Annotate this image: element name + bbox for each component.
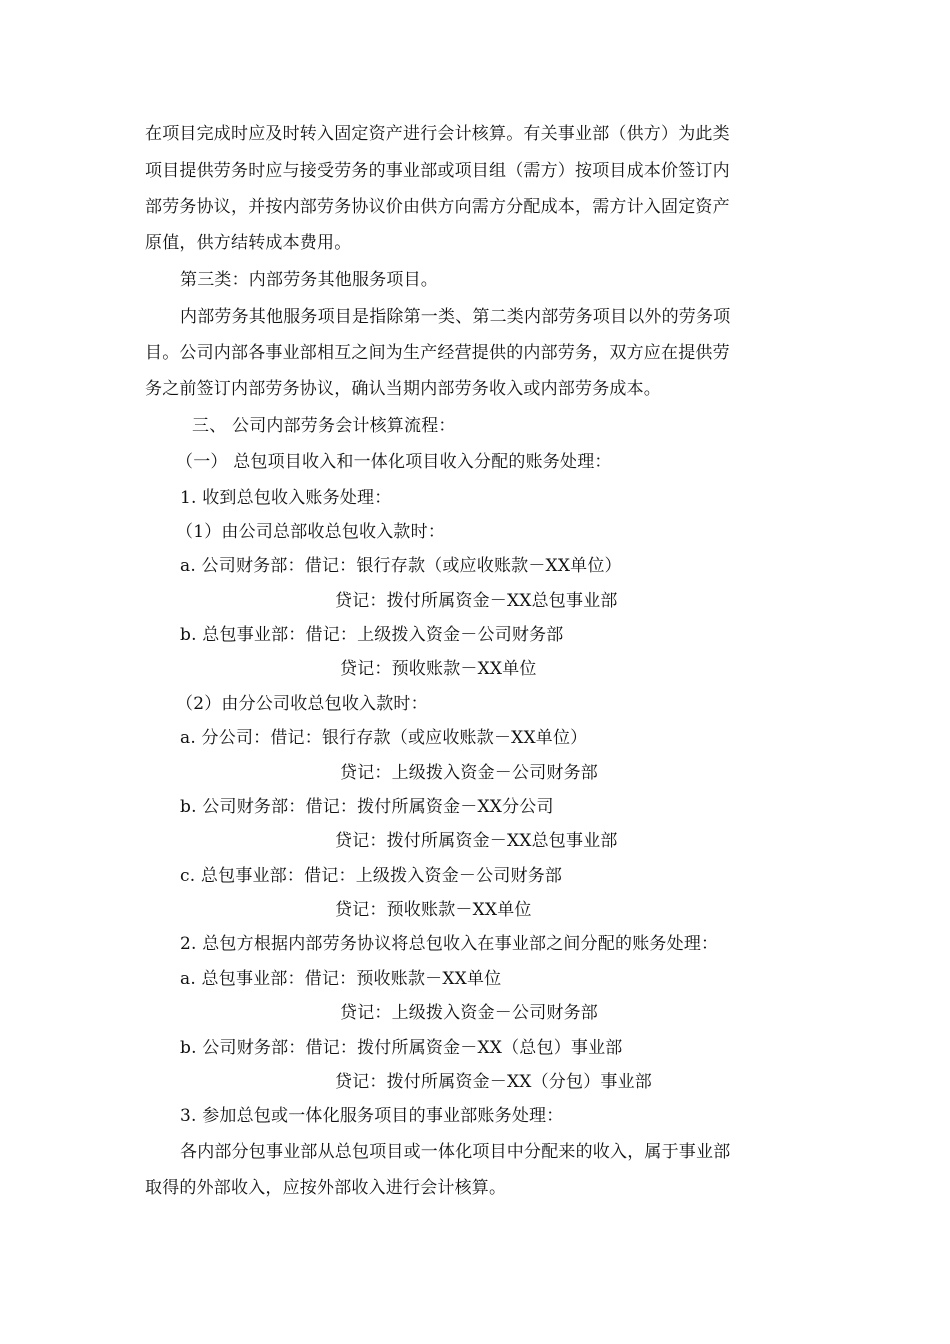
case-2-c-credit: 贷记：预收账款－XX单位 [335,900,532,920]
case-2-a-credit: 贷记：上级拨入资金－公司财务部 [340,763,598,783]
paragraph-1-line-2: 项目提供劳务时应与接受劳务的事业部或项目组（需方）按项目成本价签订内 [145,161,730,181]
paragraph-2-line-1: 内部劳务其他服务项目是指除第一类、第二类内部劳务项目以外的劳务项 [180,307,731,327]
case-2-b-debit: b. 公司财务部：借记：拨付所属资金－XX分公司 [180,797,554,817]
item-2-b-credit: 贷记：拨付所属资金－XX（分包）事业部 [335,1072,653,1092]
case-1-heading: （1）由公司总部收总包收入款时： [176,522,446,542]
case-2-a-debit: a. 分公司：借记：银行存款（或应收账款－XX单位） [180,728,588,748]
case-1-b-credit: 贷记：预收账款－XX单位 [340,659,537,679]
item-2-a-debit: a. 总包事业部：借记：预收账款－XX单位 [180,969,502,989]
paragraph-2-line-3: 务之前签订内部劳务协议，确认当期内部劳务收入或内部劳务成本。 [145,379,661,399]
case-2-heading: （2）由分公司收总包收入款时： [176,694,428,714]
case-1-b-debit: b. 总包事业部：借记：上级拨入资金－公司财务部 [180,625,564,645]
paragraph-1-line-1: 在项目完成时应及时转入固定资产进行会计核算。有关事业部（供方）为此类 [145,124,730,144]
paragraph-1-line-4: 原值，供方结转成本费用。 [145,233,352,253]
case-1-a-debit: a. 公司财务部：借记：银行存款（或应收账款－XX单位） [180,556,622,576]
item-2-a-credit: 贷记：上级拨入资金－公司财务部 [340,1003,598,1023]
item-2-heading: 2. 总包方根据内部劳务协议将总包收入在事业部之间分配的账务处理： [180,934,719,954]
paragraph-1-line-3: 部劳务协议，并按内部劳务协议价由供方向需方分配成本，需方计入固定资产 [145,197,730,217]
section-3-heading: 三、 公司内部劳务会计核算流程： [192,416,456,436]
paragraph-3-line-1: 各内部分包事业部从总包项目或一体化项目中分配来的收入，属于事业部 [180,1142,731,1162]
case-1-a-credit: 贷记：拨付所属资金－XX总包事业部 [335,591,618,611]
item-3-heading: 3. 参加总包或一体化服务项目的事业部账务处理： [180,1106,564,1126]
subsection-1-heading: （一） 总包项目收入和一体化项目收入分配的账务处理： [176,452,612,472]
paragraph-3-line-2: 取得的外部收入，应按外部收入进行会计核算。 [145,1178,507,1198]
category-3-heading: 第三类：内部劳务其他服务项目。 [180,270,438,290]
case-2-c-debit: c. 总包事业部：借记：上级拨入资金－公司财务部 [180,866,563,886]
item-1-heading: 1. 收到总包收入账务处理： [180,488,392,508]
item-2-b-debit: b. 公司财务部：借记：拨付所属资金－XX（总包）事业部 [180,1038,623,1058]
paragraph-2-line-2: 目。公司内部各事业部相互之间为生产经营提供的内部劳务，双方应在提供劳 [145,343,730,363]
case-2-b-credit: 贷记：拨付所属资金－XX总包事业部 [335,831,618,851]
